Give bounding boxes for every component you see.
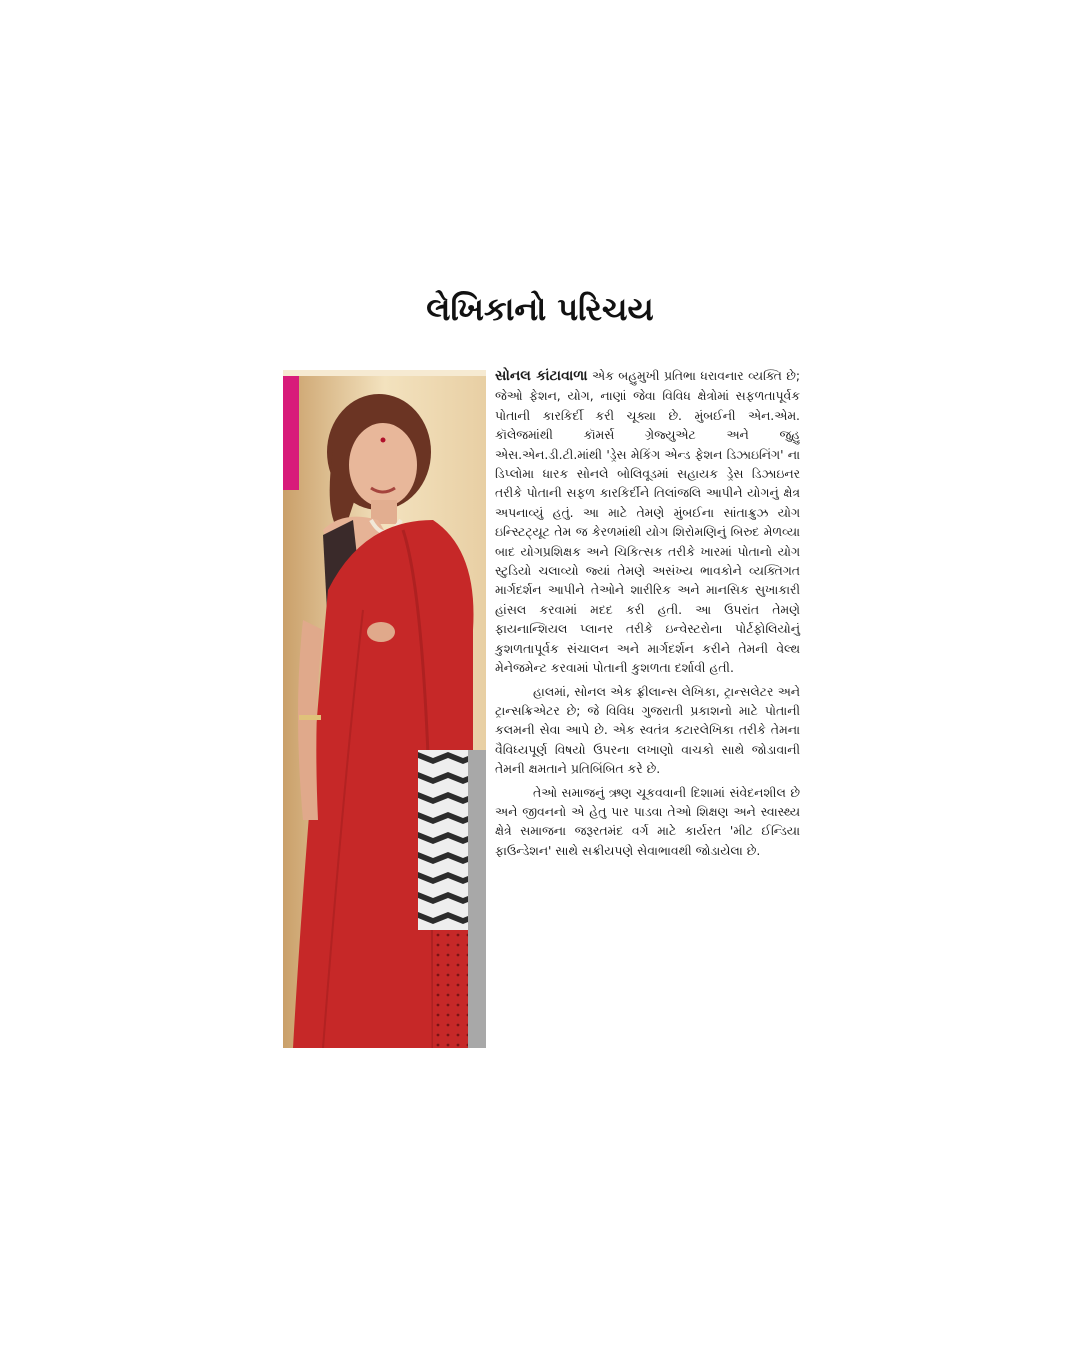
bio-paragraph-1 — [495, 366, 800, 678]
page-title: લેખિકાનો પરિચય — [426, 290, 654, 328]
bio-paragraph-1-text: એક બહુમુખી પ્રતિભા ધરાવનાર વ્યક્તિ છે; જેઓ ફેશન, યોગ, નાણાં જેવા વિવિધ ક્ષેત્રોમાં સફળતાપૂર્વક પોતાની કારકિર્દી કરી ચૂક્યા છે. મુંબઈની એન.એમ. કૉલેજમાંથી કૉમર્સ ગ્રેજ્યુએટ અને જુહુ એસ.એન.ડી.ટી.માંથી 'ડ્રેસ મેકિંગ એન્ડ ફેશન ડિઝાઇનિંગ' ના ડિપ્લોમા ધારક સોનલે બોલિવૂડમાં સહાયક ડ્રેસ ડિઝાઇનર તરીકે પોતાની સફળ કારકિર્દીને તિલાંજલિ આપીને યોગનું ક્ષેત્ર અપનાવ્યું હતું. આ માટે તેમણે મુંબઈના સાંતાક્રુઝ યોગ ઇન્સ્ટિટ્યૂટ તેમ જ કેરળમાંથી યોગ શિરોમણિનું બિરુદ મેળવ્યા બાદ યોગપ્રશિક્ષક અને ચિકિત્સક તરીકે ખારમાં પોતાનો યોગ સ્ટુડિયો ચલાવ્યો જ્યાં તેમણે અસંખ્ય ભાવકોને વ્યક્તિગત માર્ગદર્શન આપીને તેઓને શારીરિક અને માનસિક સુખાકારી હાંસલ કરવામાં મદદ કરી હતી. આ ઉપરાંત તેમણે ફાયનાન્શિયલ પ્લાનર તરીકે ઇન્વેસ્ટરોના પોર્ટફોલિયોનું કુશળતાપૂર્વક સંચાલન અને માર્ગદર્શન કરીને તેમની વેલ્થ મેનેજમેન્ટ કરવામાં પોતાની કુશળતા દર્શાવી હતી. — [495, 368, 800, 676]
author-photo-illustration — [283, 370, 486, 1048]
bio-paragraph-3: તેઓ સમાજનું ઋણ ચૂકવવાની દિશામાં સંવેદનશીલ છે અને જીવનનો એ હેતુ પાર પાડવા તેઓ શિક્ષણ અને સ્વાસ્થ્ય ક્ષેત્રે સમાજના જરૂરતમંદ વર્ગ માટે કાર્યરત 'મીટ ઈન્ડિયા ફાઉન્ડેશન' સાથે સક્રીયપણે સેવાભાવથી જોડાયેલા છે. — [495, 784, 800, 858]
author-photo — [283, 370, 486, 1048]
bio-paragraph-2: હાલમાં, સોનલ એક ફ્રીલાન્સ લેખિકા, ટ્રાન્સલેટર અને ટ્રાન્સક્રિએટર છે; જે વિવિધ ગુજરાતી પ્રકાશનો માટે પોતાની કલમની સેવા આપે છે. એક સ્વતંત્ર કટારલેખિકા તરીકે તેમના વૈવિધ્યપૂર્ણ વિષયો ઉપરના લખાણો વાચકો સાથે જોડાવાની તેમની ક્ષમતાને પ્રતિબિંબિત કરે છે. — [495, 683, 800, 777]
author-name: સોનલ કાંટાવાળા — [495, 368, 588, 384]
author-bio — [495, 366, 800, 862]
